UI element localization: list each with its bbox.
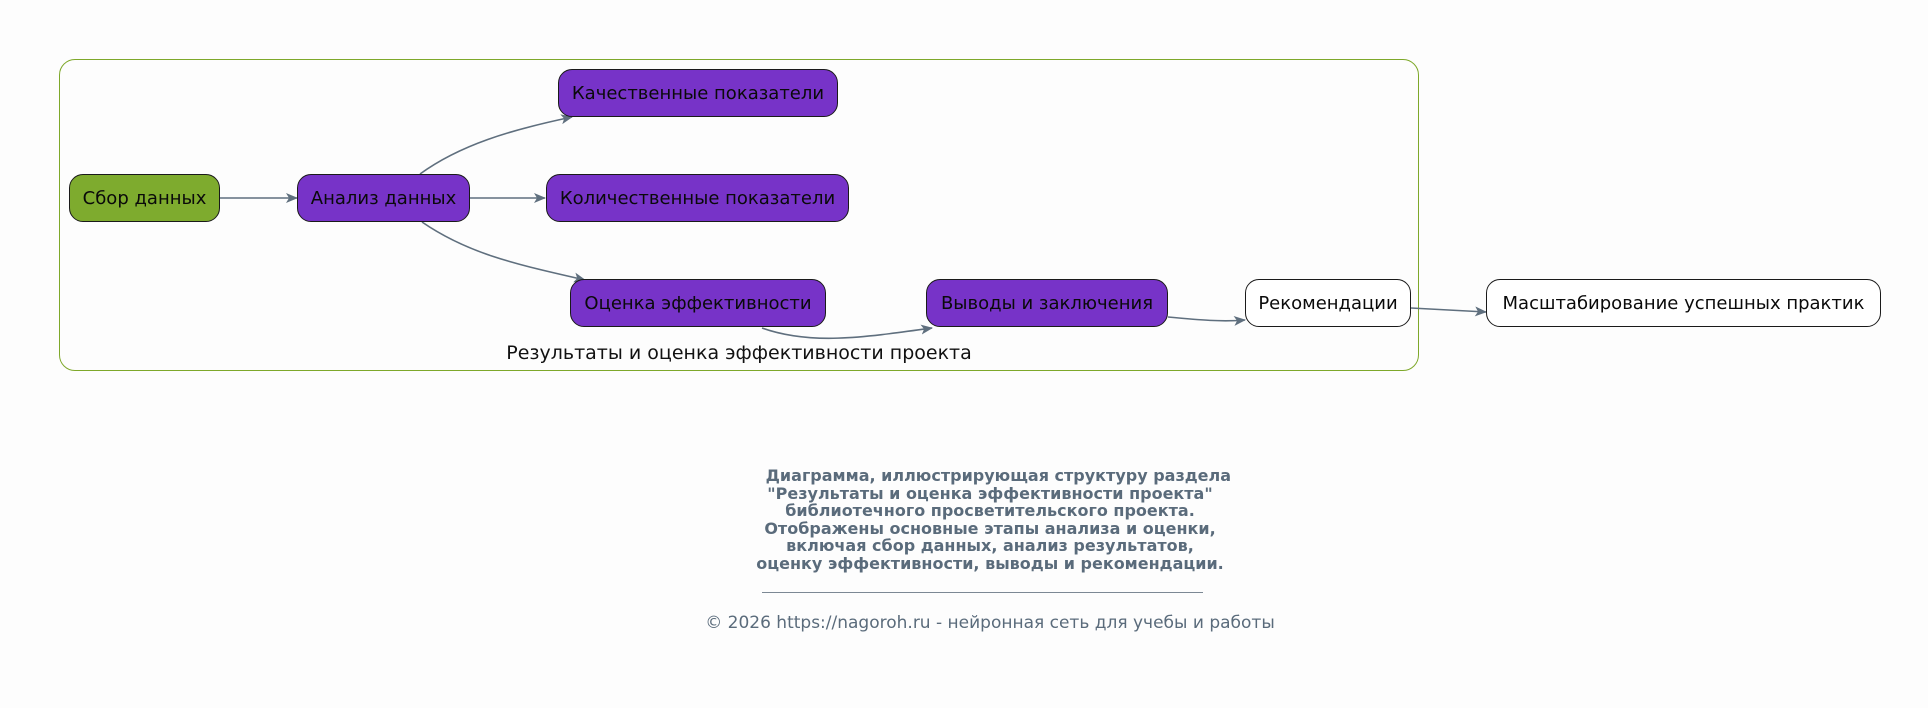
caption-line: оценку эффективности, выводы и рекомендации. xyxy=(756,553,1224,573)
edge-analysis-to-qualitative xyxy=(420,117,572,174)
caption-line: Диаграмма, иллюстрирующая структуру раздела xyxy=(748,466,1232,485)
node-scaling-practices xyxy=(1486,279,1881,327)
node-recommendations xyxy=(1245,279,1411,327)
node-scaling-practices-label: Масштабирование успешных практик xyxy=(1502,292,1865,314)
node-recommendations-label: Рекомендации xyxy=(1258,292,1398,314)
node-efficiency-assessment-label: Оценка эффективности xyxy=(584,292,812,314)
node-qualitative-indicators-label: Качественные показатели xyxy=(571,82,825,104)
caption-line: включая сбор данных, анализ результатов, xyxy=(786,536,1194,555)
node-conclusions xyxy=(926,279,1168,327)
copyright-text: © 2026 https://nagoroh.ru - нейронная сеть для учебы и работы xyxy=(705,613,1275,633)
cluster-results-label: Результаты и оценка эффективности проекта xyxy=(506,342,972,364)
edge-analysis-to-efficiency xyxy=(422,222,585,280)
diagram-caption xyxy=(630,467,1350,572)
node-data-analysis xyxy=(297,174,470,222)
node-data-collection-label: Сбор данных xyxy=(82,187,207,209)
node-qualitative-indicators xyxy=(558,69,838,117)
node-data-collection xyxy=(69,174,220,222)
caption-line: библиотечного просветительского проекта. xyxy=(785,501,1195,520)
node-conclusions-label: Выводы и заключения xyxy=(940,292,1154,314)
node-data-analysis-label: Анализ данных xyxy=(310,187,457,209)
node-efficiency-assessment xyxy=(570,279,826,327)
edge-conclusions-to-recommendations xyxy=(1168,317,1245,321)
node-quantitative-indicators xyxy=(546,174,849,222)
caption-line: Отображены основные этапы анализа и оценки, xyxy=(764,518,1216,538)
caption-line: "Результаты и оценка эффективности проекта" xyxy=(767,483,1213,503)
node-quantitative-indicators-label: Количественные показатели xyxy=(559,187,836,209)
caption-divider xyxy=(762,592,1203,593)
edge-recommendations-to-scaling xyxy=(1411,308,1486,312)
edge-efficiency-to-conclusions xyxy=(762,328,932,338)
